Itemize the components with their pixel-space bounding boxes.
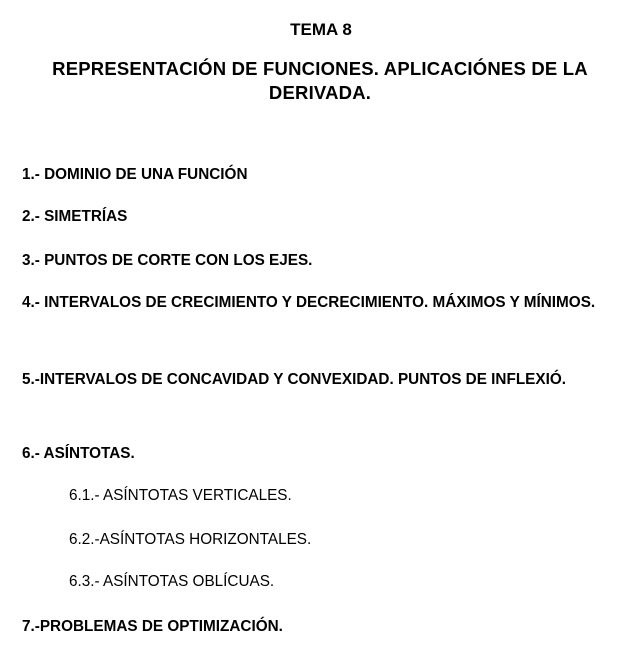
subsection-asintotas-verticales: 6.1.- ASÍNTOTAS VERTICALES. — [69, 487, 292, 504]
subsection-asintotas-oblicuas: 6.3.- ASÍNTOTAS OBLÍCUAS. — [69, 573, 275, 590]
section-crecimiento: 4.- INTERVALOS DE CRECIMIENTO Y DECRECIMIENTO. MÁXIMOS Y MÍNIMOS. — [22, 294, 596, 311]
section-asintotas: 6.- ASÍNTOTAS. — [22, 445, 135, 462]
section-dominio: 1.- DOMINIO DE UNA FUNCIÓN — [22, 166, 248, 183]
unit-number: TEMA 8 — [290, 20, 352, 39]
document-title: REPRESENTACIÓN DE FUNCIONES. APLICACIÓNES DE LA DERIVADA. — [52, 58, 588, 103]
subsection-asintotas-horizontales: 6.2.-ASÍNTOTAS HORIZONTALES. — [69, 531, 312, 548]
section-puntos-corte: 3.- PUNTOS DE CORTE CON LOS EJES. — [22, 252, 313, 269]
section-concavidad: 5.-INTERVALOS DE CONCAVIDAD Y CONVEXIDAD. PUNTOS DE INFLEXIÓ. — [22, 371, 566, 388]
section-optimizacion: 7.-PROBLEMAS DE OPTIMIZACIÓN. — [22, 618, 283, 635]
section-simetrias: 2.- SIMETRÍAS — [22, 208, 128, 225]
